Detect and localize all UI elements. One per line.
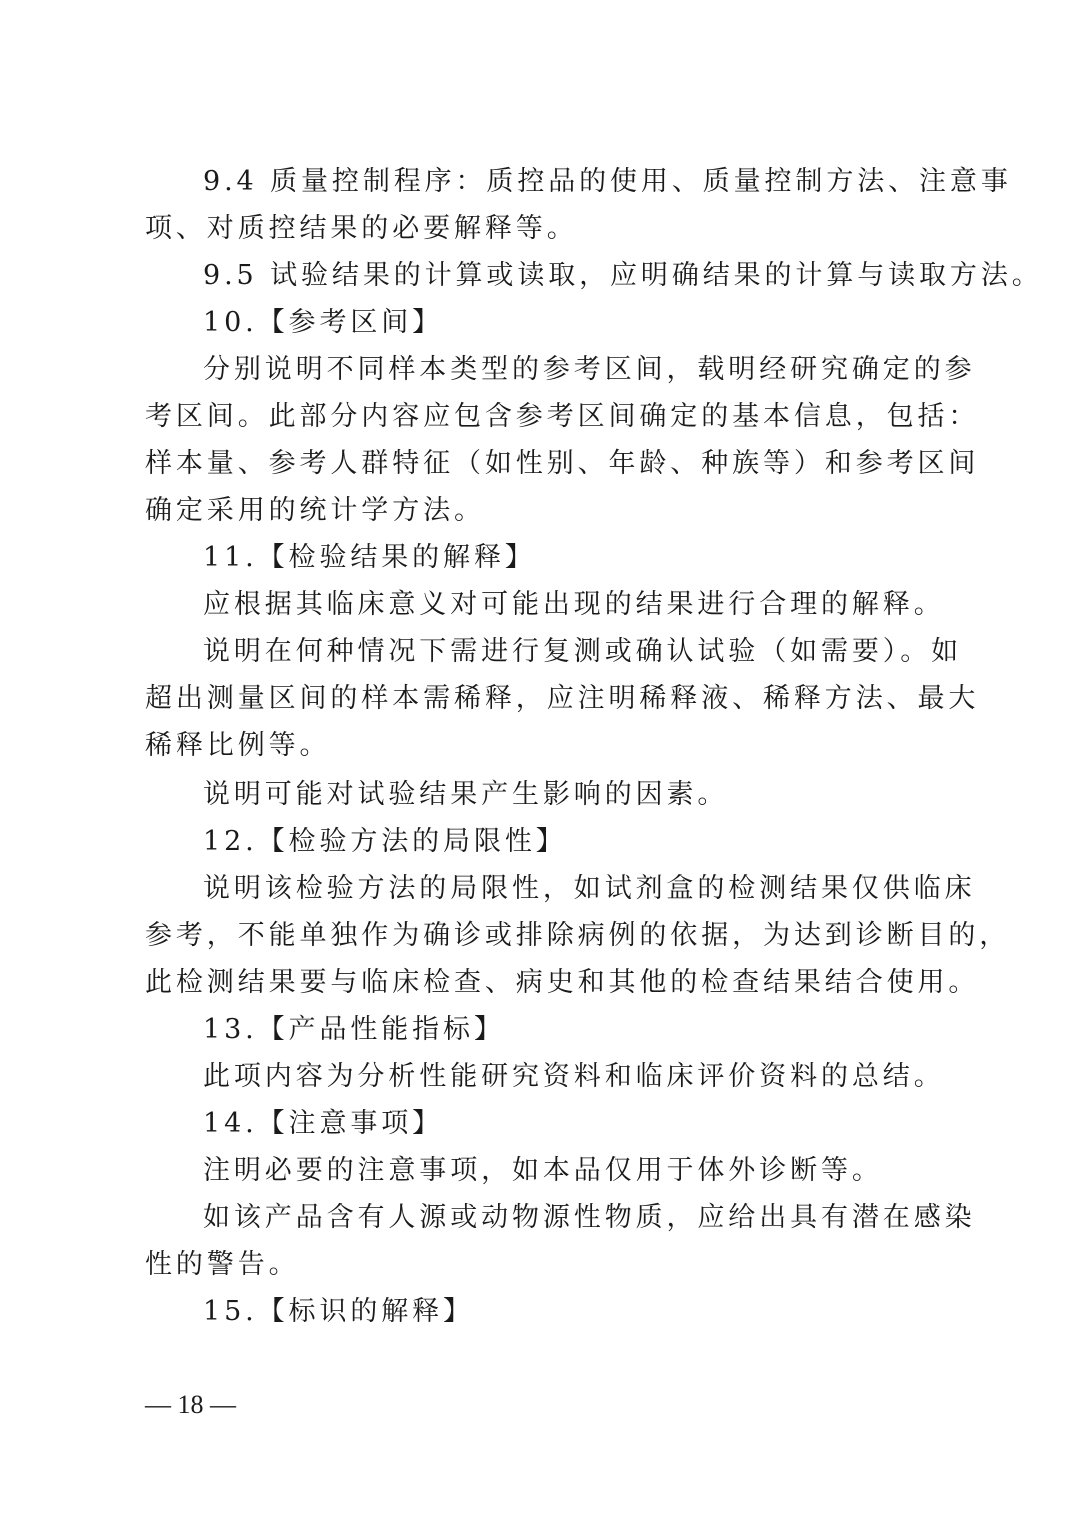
section-heading-10: 10.【参考区间】 [203, 307, 444, 338]
paragraph-retest-line-1: 说明在何种情况下需进行复测或确认试验（如需要）。如 [203, 636, 962, 667]
paragraph-reference-range-line-2: 考区间。此部分内容应包含参考区间确定的基本信息，包括： [145, 401, 980, 432]
paragraph-retest-line-3: 稀释比例等。 [145, 730, 331, 761]
paragraph-9-5-line-1: 9.5 试验结果的计算或读取，应明确结果的计算与读取方法。 [203, 260, 1043, 291]
section-heading-12: 12.【检验方法的局限性】 [203, 826, 567, 857]
page-number: — 18 — [145, 1390, 236, 1419]
section-heading-15: 15.【标识的解释】 [203, 1296, 474, 1327]
paragraph-reference-range-line-1: 分别说明不同样本类型的参考区间，载明经研究确定的参 [203, 354, 976, 385]
paragraph-infection-warning-line-2: 性的警告。 [145, 1249, 300, 1280]
paragraph-infection-warning-line-1: 如该产品含有人源或动物源性物质，应给出具有潜在感染 [203, 1202, 976, 1233]
paragraph-interpretation-line-1: 应根据其临床意义对可能出现的结果进行合理的解释。 [203, 589, 945, 620]
section-heading-11: 11.【检验结果的解释】 [203, 542, 536, 573]
paragraph-factors-line-1: 说明可能对试验结果产生影响的因素。 [203, 779, 729, 810]
paragraph-precautions-line-1: 注明必要的注意事项，如本品仅用于体外诊断等。 [203, 1155, 883, 1186]
paragraph-reference-range-line-4: 确定采用的统计学方法。 [145, 495, 485, 526]
paragraph-limitations-line-3: 此检测结果要与临床检查、病史和其他的检查结果结合使用。 [145, 967, 980, 998]
paragraph-performance-line-1: 此项内容为分析性能研究资料和临床评价资料的总结。 [203, 1061, 945, 1092]
paragraph-reference-range-line-3: 样本量、参考人群特征（如性别、年龄、种族等）和参考区间 [145, 448, 980, 479]
section-heading-14: 14.【注意事项】 [203, 1108, 444, 1139]
section-heading-13: 13.【产品性能指标】 [203, 1014, 505, 1045]
paragraph-9-4-line-2: 项、对质控结果的必要解释等。 [145, 213, 578, 244]
paragraph-limitations-line-1: 说明该检验方法的局限性，如试剂盒的检测结果仅供临床 [203, 873, 976, 904]
paragraph-limitations-line-2: 参考，不能单独作为确诊或排除病例的依据，为达到诊断目的， [145, 920, 1011, 951]
paragraph-9-4-line-1: 9.4 质量控制程序：质控品的使用、质量控制方法、注意事 [203, 166, 1012, 197]
paragraph-retest-line-2: 超出测量区间的样本需稀释，应注明稀释液、稀释方法、最大 [145, 683, 980, 714]
